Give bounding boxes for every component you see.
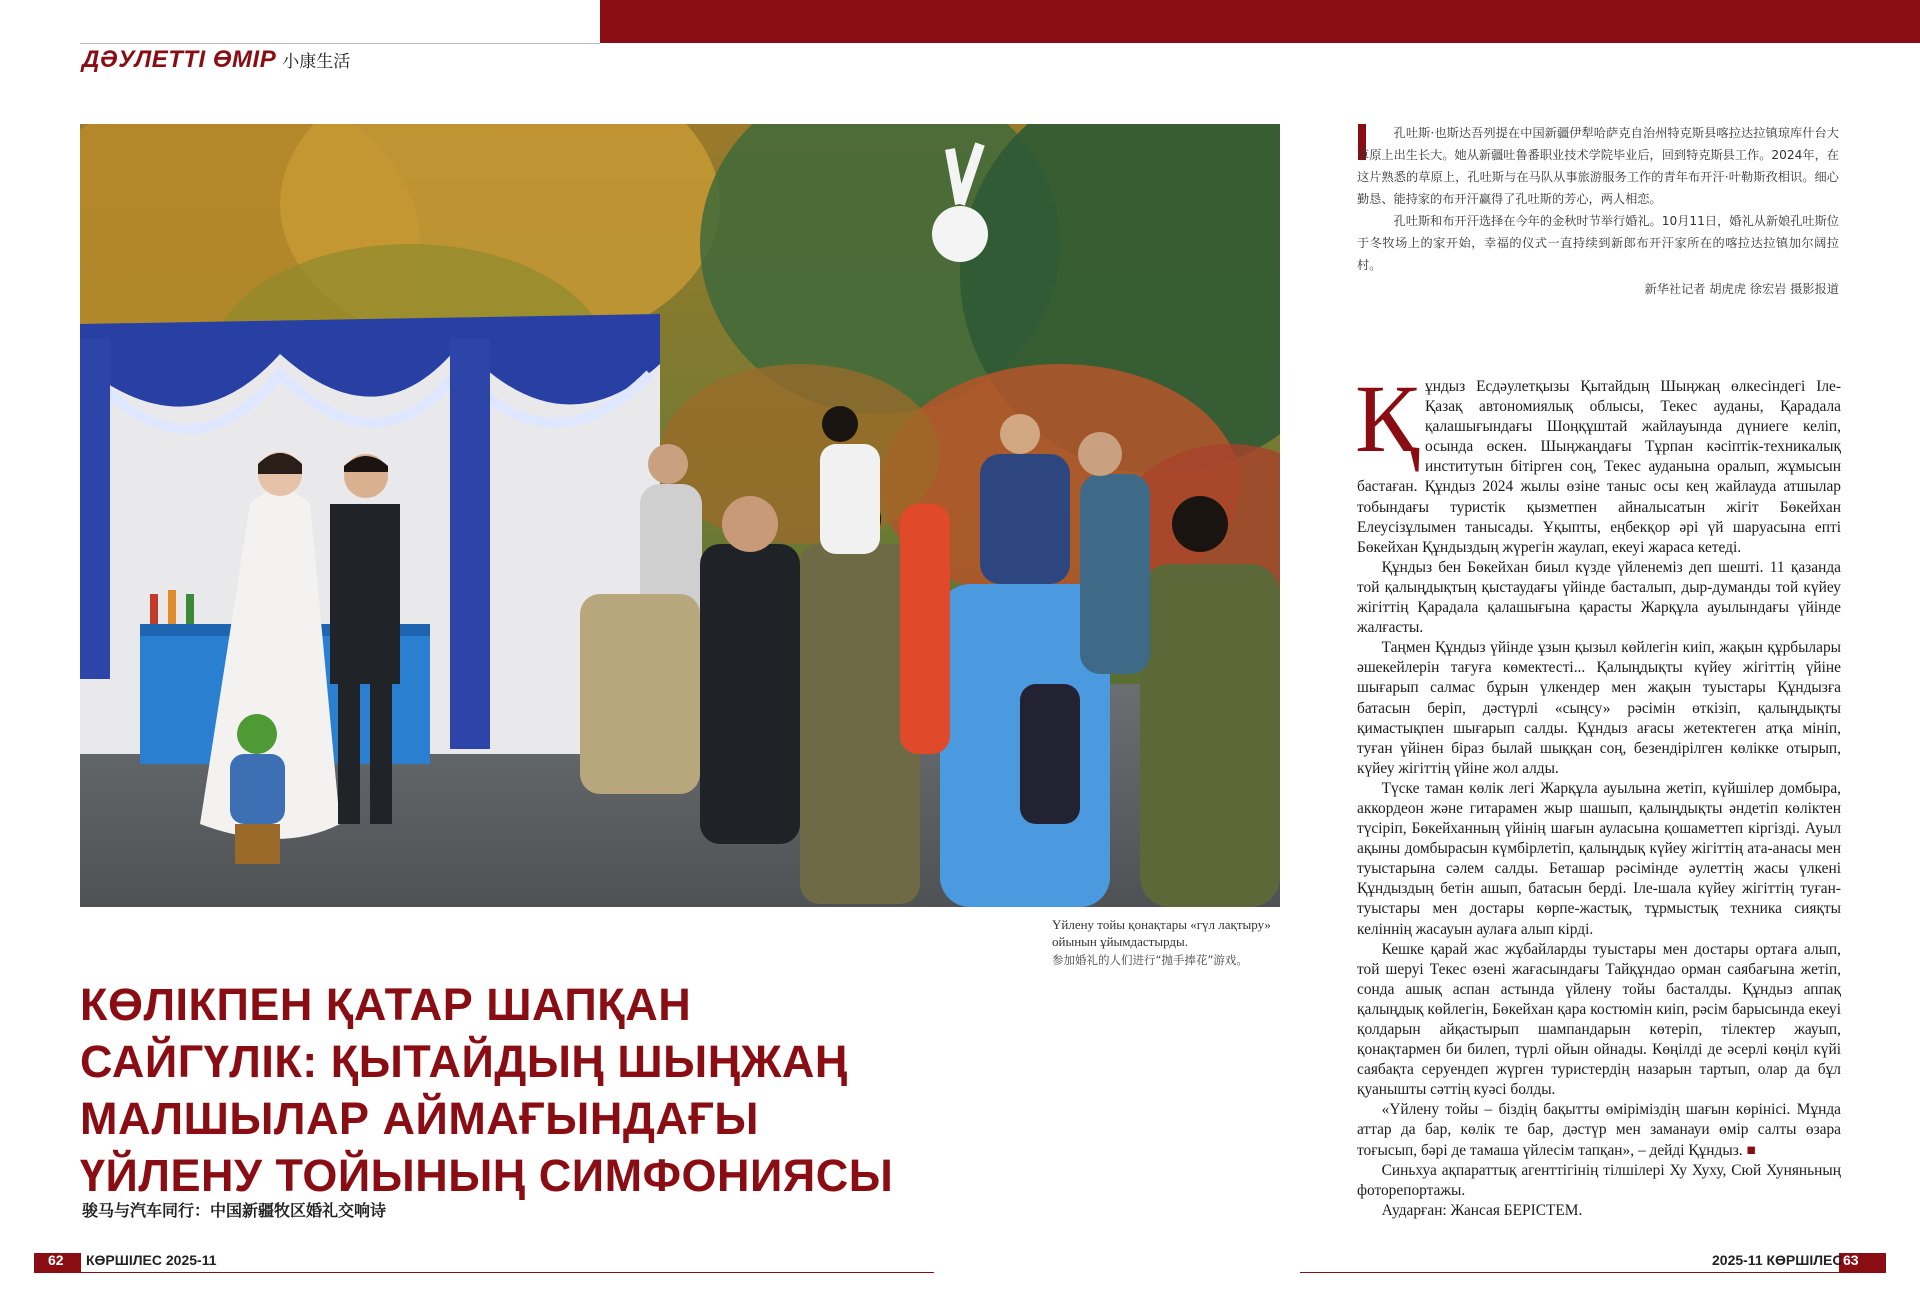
last-paragraph-text: «Үйлену тойы – біздің бақытты өміріміздің шағын көрінісі. Мұнда аттар да бар, көлік те бар, дәстүр мен заманауи өмір салты өзара тоғысып, бәрі де тамаша үйлесім тапқан», – дейді Құндыз. [1357,1101,1841,1159]
page-number-right: 63 [1843,1252,1859,1268]
first-paragraph-text: ұндыз Есдәулетқызы Қытайдың Шыңжаң өлкесіндегі Іле-Қазақ автономиялық облысы, Текес ауданы, Қарадала қалашығындағы Шоңқұштай жайлауында дүниеге келіп, осында өскен. Шыңжаңдағы Тұрпан кәсіптік-техникалық институтын бітірген соң, Текес ауданына оралып, жұмысын бастаған. Құндыз 2024 жылы өзіне таныс осы кең жайлауда атшылар тобындағы туристік қызметпен айналысатын жігіт Бөкейхан Елеусізұлымен танысады. Ұқыпты, еңбекқор әрі үй шаруасына епті Бөкейхан Құндыздың жүрегін жаулап, екеуі жараса кетеді. [1357,378,1841,556]
drop-cap: Қ [1355,365,1420,472]
end-mark: ■ [1746,1141,1756,1159]
section-title-zh: 小康生活 [282,52,351,71]
magazine-name-right: 2025-11 КӨРШІЛЕС [1712,1252,1843,1268]
headline-subtitle-zh: 骏马与汽车同行：中国新疆牧区婚礼交响诗 [82,1201,387,1220]
article-paragraph: Таңмен Құндыз үйінде ұзын қызыл көйлегін киіп, жақын құрбылары әшекейлерін тағуға көмектесті... Қалыңдықты күйеу жігіттің үйіне шығарып салмас бұрын үлкендер мен жақын туыстары Құндызға батасын беріп, дәстүрлі «сыңсу» рәсімін өткізіп, қалыңдықты қимастықпен шығарып салды. Құндыз ағасы жетектеген атқа мініп, туған үйінен біраз былай шыққан соң, безендірілген көлікке отырып, күйеу жігіттің үйіне жол алды. [1357,639,1841,777]
page-number-left: 62 [48,1252,64,1268]
footer-rule-right [1300,1272,1886,1273]
section-header [82,46,350,74]
footer-rule-left [34,1272,934,1273]
zh-credit: 新华社记者 胡虎虎 徐宏岩 摄影报道 [1644,282,1839,296]
article-paragraph: Кешке қарай жас жұбайларды туыстары мен достары ортаға алып, той шеруі Текес өзені жағасындағы Тайқұндао орман саябағына жетіп, сонда ашық аспан астында үйлену тойы басталды. Құндыз аппақ қалыңдық көйлегін, Бөкейхан қара костюмін киіп, рәсім барысында екеуі қолдарын айқастырып шампандарын көтеріп, тілектер жауып, қонақтармен би билеп, түрлі ойын ойнады. Көңілді де әсерлі көңіл күйі саябақта серуендеп жүрген туристердің назарын тартып, олар да бұл қуанышты сәттің куәсі болды. [1357,940,1841,1099]
headline-line: САЙГҮЛІК: ҚЫТАЙДЫҢ ШЫҢЖАҢ [80,1036,848,1087]
wedding-photo [80,124,1280,907]
photo-caption-kk: Үйлену тойы қонақтары «гүл лақтыру» ойынын ұйымдастырды. [1052,917,1271,949]
article-body [1355,365,1841,1221]
article-credit: Синьхуа ақпараттық агенттігінің тілшілері Ху Хуху, Сюй Хуняньның фоторепортажы. [1357,1161,1841,1199]
headline-line: КӨЛІКПЕН ҚАТАР ШАПҚАН [80,979,692,1030]
article-headline [80,976,960,1204]
photo-caption [1052,916,1292,969]
article-paragraph: Түске таман көлік легі Жарқұла ауылына жетіп, күйшілер домбыра, аккордеон және гитарамен жыр шашып, қалыңдықты әндетіп көліктен түсіріп, Бөкейханның үйінің шағын ауласына қошаметтеп кіргізді. Ауыл ақыны домбырасын күмбірлетіп, қалыңдық күйеу жігіттің ата-анасы мен туыстарына сәлем салды. Беташар рәсімінде әулеттің жасы үлкені Құндыздың бетін ашып, батасын берді. Іле-шала күйеу жігіттің туған-туыстары мен достары көрпе-жастық, тұрмыстық техника сияқты келіннің жасауын аулаға алып кірді. [1357,779,1841,938]
article-paragraph-first [1355,365,1841,558]
article-paragraph: Құндыз бен Бөкейхан биыл күзде үйленеміз деп шешті. 11 қазанда той қалыңдықтың қыстаудағы үйінде басталып, дыр-думанды той күйеу жігіттің Қарадала қалашығына қарасты Жарқұла ауылындағы үйінде жалғасты. [1357,558,1841,637]
chinese-intro [1357,122,1839,300]
article-translator: Аударған: Жансая БЕРІСТЕМ. [1381,1201,1583,1219]
magazine-name-left: КӨРШІЛЕС 2025-11 [86,1252,217,1268]
article-paragraph-last [1357,1100,1841,1160]
top-color-bar [600,0,1920,43]
section-title-kk: ДӘУЛЕТТІ ӨМІР [82,46,277,73]
wedding-photo-illustration [80,124,1280,907]
headline-line: ҮЙЛЕНУ ТОЙЫНЫҢ СИМФОНИЯСЫ [80,1150,894,1201]
zh-paragraph: 孔吐斯·也斯达吾列提在中国新疆伊犁哈萨克自治州特克斯县喀拉达拉镇琼库什台大草原上出生长大。她从新疆吐鲁番职业技术学院毕业后，回到特克斯县工作。2024年，在这片熟悉的草原上，孔吐斯与在马队从事旅游服务工作的青年布开汗·叶勒斯孜相识。细心勤恳、能持家的布开汗赢得了孔吐斯的芳心，两人相恋。 [1357,126,1839,206]
headline-line: МАЛШЫЛАР АЙМАҒЫНДАҒЫ [80,1093,759,1144]
top-rule [80,43,600,44]
zh-paragraph: 孔吐斯和布开汗选择在今年的金秋时节举行婚礼。10月11日，婚礼从新娘孔吐斯位于冬牧场上的家开始，幸福的仪式一直持续到新郎布开汗家所在的喀拉达拉镇加尔阔拉村。 [1357,214,1839,272]
photo-caption-zh: 参加婚礼的人们进行“抛手捧花”游戏。 [1052,953,1248,967]
